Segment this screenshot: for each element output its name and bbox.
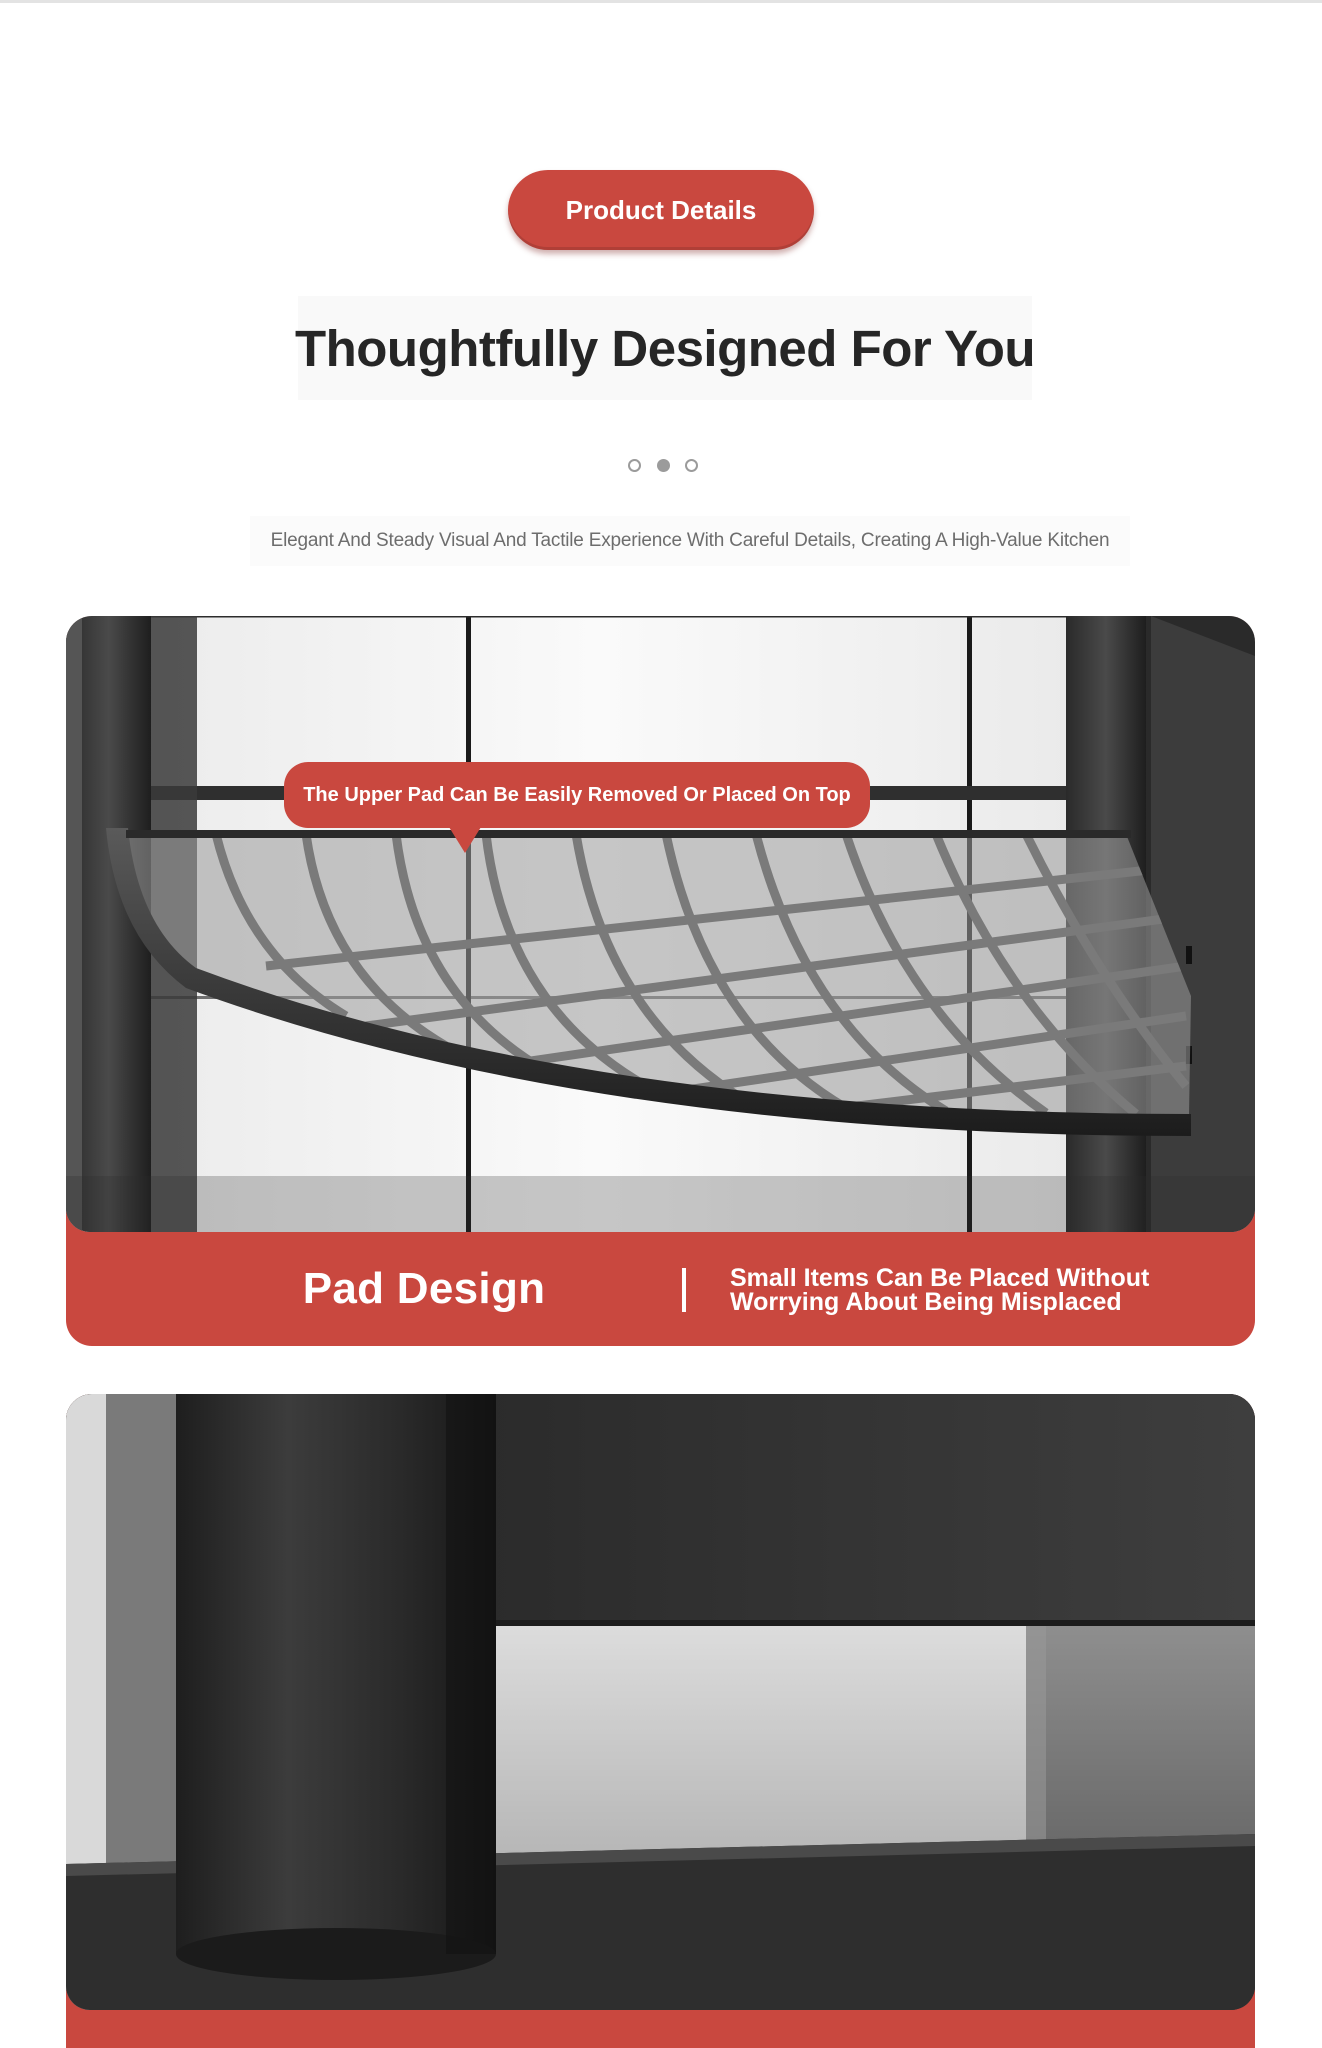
page-subtitle: Elegant And Steady Visual And Tactile Experience With Careful Details, Creating A High-Value Kitchen xyxy=(270,530,1110,551)
shelf-pad-photo xyxy=(66,616,1255,1232)
page-title: Thoughtfully Designed For You xyxy=(294,319,1036,377)
shelf-leg-photo xyxy=(66,1394,1255,2010)
feature-title: Pad Design xyxy=(302,1264,546,1313)
feature-description-line-1: Small Items Can Be Placed Without xyxy=(730,1264,1150,1292)
headline-container xyxy=(294,296,1036,400)
carousel-dot-1[interactable] xyxy=(628,459,641,472)
top-divider xyxy=(0,0,1322,3)
product-details-badge[interactable]: Product Details xyxy=(508,170,814,250)
subtitle-container xyxy=(250,516,1130,566)
pad-callout-bubble: The Upper Pad Can Be Easily Removed Or Placed On Top xyxy=(284,762,870,828)
feature-card-pad-design xyxy=(66,616,1255,1346)
caption-divider xyxy=(682,1268,686,1312)
callout-pointer xyxy=(449,827,481,853)
carousel-indicator xyxy=(628,457,698,473)
feature-card-2 xyxy=(66,1394,1255,2048)
feature-description xyxy=(730,1266,1190,1314)
pad-design-caption-band xyxy=(66,1232,1255,1346)
feature-description-line-2: Worrying About Being Misplaced xyxy=(730,1288,1122,1316)
carousel-dot-2-active[interactable] xyxy=(657,459,670,472)
carousel-dot-3[interactable] xyxy=(685,459,698,472)
